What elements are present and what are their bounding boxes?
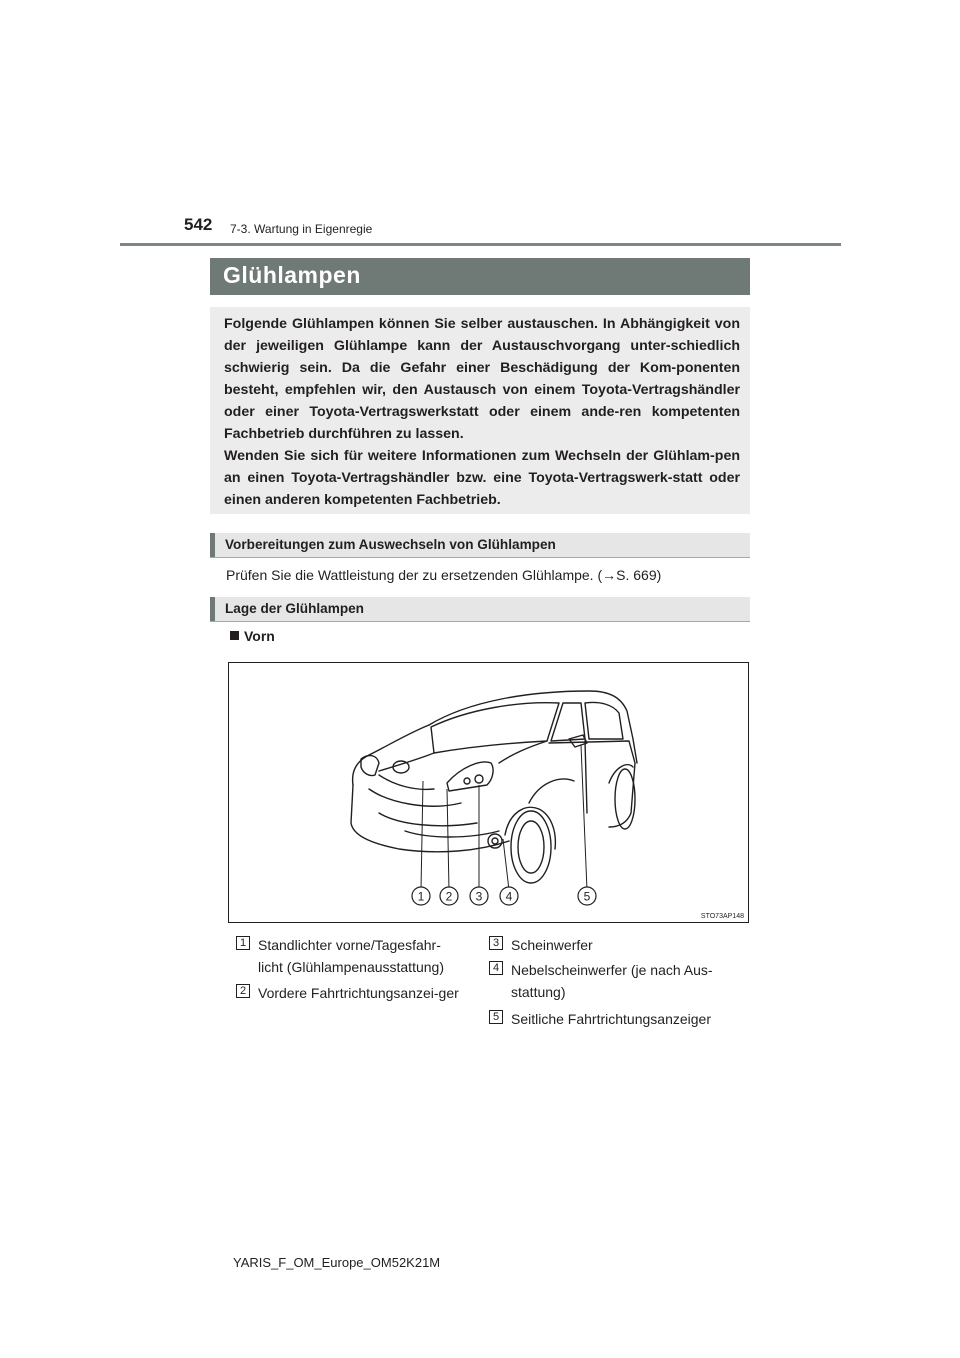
legend-text-1: Standlichter vorne/Tagesfahr-licht (Glühlampenausstattung) bbox=[258, 937, 444, 975]
car-drawing bbox=[229, 663, 749, 923]
legend-number-3: 3 bbox=[489, 936, 503, 950]
callout-2: 2 bbox=[445, 889, 453, 904]
legend-text-5: Seitliche Fahrtrichtungsanzeiger bbox=[511, 1011, 711, 1027]
title-bar bbox=[210, 258, 750, 295]
legend-text-3: Scheinwerfer bbox=[511, 937, 593, 953]
section-heading-bulb-locations-label: Lage der Glühlampen bbox=[225, 601, 364, 616]
callout-3: 3 bbox=[475, 889, 483, 904]
legend-number-4: 4 bbox=[489, 961, 503, 975]
section-heading-preparations-label: Vorbereitungen zum Auswechseln von Glühlampen bbox=[225, 537, 556, 552]
figure-callouts bbox=[412, 887, 596, 905]
callout-5: 5 bbox=[583, 889, 591, 904]
car-front-illustration bbox=[228, 662, 749, 923]
page-title: Glühlampen bbox=[223, 262, 361, 288]
intro-paragraph-1: Folgende Glühlampen können Sie selber austauschen. In Abhängigkeit von der jeweiligen Glühlampe kann der Austauschvorgang unter-schiedlich schwierig sein. Da die Gefahr einer Beschädigung der Kom-ponenten besteht, empfehlen wir, den Austausch von einem Toyota-Vertragshändler oder einer Toyota-Vertragswerkstatt oder einem ande-ren kompetenten Fachbetrieb durchführen zu lassen. bbox=[224, 316, 740, 442]
header-divider bbox=[120, 243, 841, 246]
section-heading-preparations bbox=[210, 533, 750, 558]
legend-number-2: 2 bbox=[236, 984, 250, 998]
front-subheading: Vorn bbox=[244, 628, 275, 644]
intro-box bbox=[210, 307, 750, 514]
legend-text-2: Vordere Fahrtrichtungsanzei-ger bbox=[258, 985, 459, 1001]
section-reference: 7-3. Wartung in Eigenregie bbox=[230, 222, 373, 236]
legend-number-1: 1 bbox=[236, 936, 250, 950]
footer-document-code: YARIS_F_OM_Europe_OM52K21M bbox=[233, 1255, 441, 1270]
legend-text-4: Nebelscheinwerfer (je nach Aus-stattung) bbox=[511, 962, 713, 1000]
callout-1: 1 bbox=[417, 889, 425, 904]
page-number: 542 bbox=[184, 215, 213, 234]
figure-code: STO73AP148 bbox=[700, 913, 744, 920]
square-bullet-icon bbox=[230, 631, 239, 640]
intro-paragraph-2: Wenden Sie sich für weitere Informationen zum Wechseln der Glühlam-pen an einen Toyota-Vertragshändler bzw. eine Toyota-Vertragswerk-statt oder einen anderen kompetenten Fachbetrieb. bbox=[224, 448, 740, 508]
section-heading-bulb-locations bbox=[210, 597, 750, 622]
legend-number-5: 5 bbox=[489, 1010, 503, 1024]
wattage-instruction: Prüfen Sie die Wattleistung der zu ersetzenden Glühlampe. (→S. 669) bbox=[226, 567, 662, 583]
callout-4: 4 bbox=[505, 889, 513, 904]
